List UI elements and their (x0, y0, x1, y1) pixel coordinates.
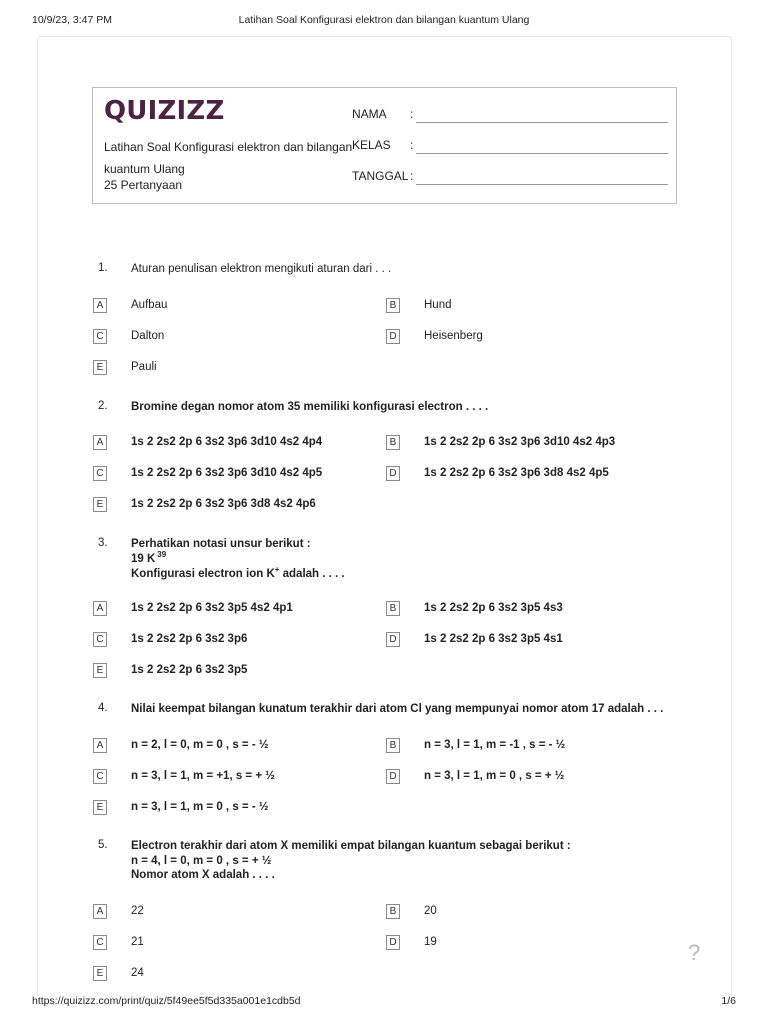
question-number: 3. (98, 537, 108, 549)
question-text (131, 839, 691, 883)
question-text: Aturan penulisan elektron mengikuti aturan dari . . . (131, 263, 392, 275)
question-count: 25 Pertanyaan (104, 178, 183, 192)
question-number: 4. (98, 702, 108, 714)
option-letter: B (386, 601, 400, 616)
option-text: n = 2, l = 0, m = 0 , s = - ½ (131, 739, 269, 751)
option-text: 24 (131, 967, 144, 979)
question-line-2: n = 4, l = 0, m = 0 , s = + ½ (131, 854, 272, 867)
option-text: n = 3, l = 1, m = -1 , s = - ½ (424, 739, 566, 751)
option-text: Aufbau (131, 299, 168, 311)
ion-charge-superscript: + (274, 565, 280, 574)
option-text: Pauli (131, 361, 157, 373)
question-line-2 (131, 549, 691, 568)
option-text: 21 (131, 936, 144, 948)
class-line (416, 153, 668, 154)
option-letter: C (93, 769, 107, 784)
option-text: 1s 2 2s2 2p 6 3s2 3p6 3d8 4s2 4p6 (131, 498, 316, 510)
option-letter: A (93, 298, 107, 313)
option-text: n = 3, l = 1, m = 0 , s = - ½ (131, 801, 269, 813)
option-letter: B (386, 904, 400, 919)
print-doc-title: Latihan Soal Konfigurasi elektron dan bilangan kuantum Ulang (238, 14, 530, 26)
question-line-3-post: adalah . . . . (279, 568, 345, 580)
question-text: Bromine degan nomor atom 35 memiliki konfigurasi electron . . . . (131, 401, 489, 413)
name-field (352, 107, 668, 123)
mass-number-superscript: 39 (157, 549, 167, 559)
print-footer (32, 995, 736, 1009)
option-text: n = 3, l = 1, m = +1, s = + ½ (131, 770, 275, 782)
option-text: 1s 2 2s2 2p 6 3s2 3p6 3d10 4s2 4p4 (131, 436, 323, 448)
class-label: KELAS (352, 138, 391, 152)
option-letter: A (93, 738, 107, 753)
option-letter: A (93, 601, 107, 616)
option-text: 1s 2 2s2 2p 6 3s2 3p5 4s3 (424, 602, 563, 614)
date-field (352, 169, 668, 185)
option-text: 19 (424, 936, 437, 948)
element-symbol: 19 K (131, 552, 156, 565)
option-letter: D (386, 769, 400, 784)
quiz-header-box (92, 87, 677, 204)
class-colon: : (410, 138, 414, 152)
question-line-3: Nomor atom X adalah . . . . (131, 869, 275, 881)
name-line (416, 122, 668, 123)
option-letter: A (93, 904, 107, 919)
option-letter: E (93, 966, 107, 981)
date-label: TANGGAL (352, 169, 409, 183)
option-text: 20 (424, 905, 437, 917)
option-text: Hund (424, 299, 452, 311)
option-letter: B (386, 435, 400, 450)
option-text: 1s 2 2s2 2p 6 3s2 3p6 (131, 633, 248, 645)
page-number: 1/6 (721, 995, 736, 1007)
option-letter: D (386, 466, 400, 481)
name-colon: : (410, 107, 414, 121)
option-text: 1s 2 2s2 2p 6 3s2 3p5 4s1 (424, 633, 563, 645)
option-letter: B (386, 298, 400, 313)
quizizz-logo: QUIZIZZ (104, 96, 225, 126)
option-letter: E (93, 800, 107, 815)
option-letter: D (386, 935, 400, 950)
quiz-title: Latihan Soal Konfigurasi elektron dan bilangan kuantum Ulang (104, 140, 353, 176)
print-url: https://quizizz.com/print/quiz/5f49ee5f5d335a001e1cdb5d (32, 995, 301, 1007)
question-line-3 (131, 567, 691, 583)
option-letter: C (93, 329, 107, 344)
option-text: 1s 2 2s2 2p 6 3s2 3p6 3d8 4s2 4p5 (424, 467, 609, 479)
print-header (32, 14, 736, 28)
option-text: n = 3, l = 1, m = 0 , s = + ½ (424, 770, 565, 782)
question-line-1: Electron terakhir dari atom X memiliki empat bilangan kuantum sebagai berikut : (131, 840, 571, 852)
option-letter: A (93, 435, 107, 450)
option-text: Dalton (131, 330, 165, 342)
question-line-3-pre: Konfigurasi electron ion K (131, 568, 275, 580)
question-number: 2. (98, 400, 108, 412)
date-line (416, 184, 668, 185)
option-text: 22 (131, 905, 144, 917)
option-letter: B (386, 738, 400, 753)
option-text: Heisenberg (424, 330, 483, 342)
option-text: 1s 2 2s2 2p 6 3s2 3p5 4s2 4p1 (131, 602, 293, 614)
option-letter: D (386, 632, 400, 647)
class-field (352, 138, 668, 154)
option-text: 1s 2 2s2 2p 6 3s2 3p5 (131, 664, 248, 676)
question-number: 5. (98, 839, 108, 851)
option-letter: D (386, 329, 400, 344)
question-number: 1. (98, 262, 108, 274)
option-text: 1s 2 2s2 2p 6 3s2 3p6 3d10 4s2 4p5 (131, 467, 323, 479)
option-text: 1s 2 2s2 2p 6 3s2 3p6 3d10 4s2 4p3 (424, 436, 616, 448)
question-line-1: Perhatikan notasi unsur berikut : (131, 538, 311, 550)
name-label: NAMA (352, 107, 387, 121)
option-letter: C (93, 466, 107, 481)
print-timestamp: 10/9/23, 3:47 PM (32, 14, 112, 26)
question-text (131, 537, 691, 583)
option-letter: E (93, 663, 107, 678)
option-letter: C (93, 632, 107, 647)
option-letter: E (93, 497, 107, 512)
help-question-icon[interactable]: ? (688, 940, 701, 965)
question-text: Nilai keempat bilangan kunatum terakhir dari atom Cl yang mempunyai nomor atom 17 adalah . . . (131, 703, 664, 715)
option-letter: E (93, 360, 107, 375)
date-colon: : (410, 169, 414, 183)
option-letter: C (93, 935, 107, 950)
